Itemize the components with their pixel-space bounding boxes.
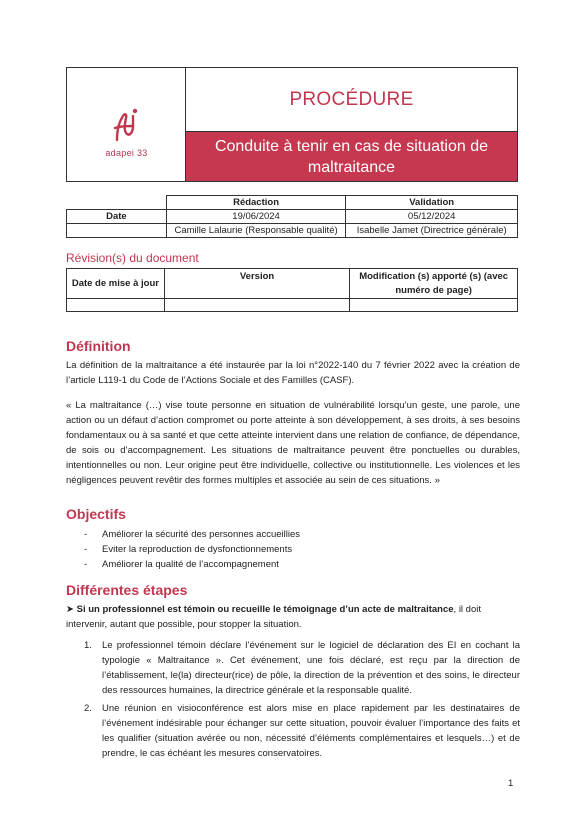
col-update-date: Date de mise à jour bbox=[67, 269, 165, 299]
adapei-logo-icon bbox=[111, 108, 141, 144]
col-version: Version bbox=[164, 269, 350, 299]
page-number: 1 bbox=[508, 778, 514, 789]
validation-table bbox=[66, 195, 518, 238]
etapes-lead-rest: , il doit intervenir, autant que possible, pour stopper la situation. bbox=[66, 604, 482, 630]
objectifs-heading: Objectifs bbox=[66, 506, 126, 522]
empty-cell bbox=[67, 224, 167, 238]
etapes-lead bbox=[66, 602, 520, 632]
procedure-label: PROCÉDURE bbox=[289, 88, 414, 110]
etapes-heading: Différentes étapes bbox=[66, 582, 188, 598]
col-redaction: Rédaction bbox=[166, 196, 346, 210]
list-item: - Améliorer la sécurité des personnes accueillies bbox=[84, 527, 300, 542]
list-item: - Améliorer la qualité de l’accompagnement bbox=[84, 557, 300, 572]
definition-intro: La définition de la maltraitance a été instaurée par la loi n°2022-140 du 7 février 2022 avec la création de l’article L119-1 du Code de l’Actions Sociale et des Familles (CASF). bbox=[66, 360, 520, 386]
step-text: Le professionnel témoin déclare l’événement sur le logiciel de déclaration des EI en cochant la typologie « Maltraitance ». Cet événement, une fois déclaré, est reçu par la direction de l’établissement, le(la) directeur(rice) de pôle, la direction de la prévention et des soins, le directeur des ressources humaines, la directrice générale et la responsable qualité. bbox=[102, 640, 520, 696]
procedure-subtitle-cell bbox=[186, 132, 517, 181]
procedure-cell bbox=[186, 68, 517, 132]
header-box bbox=[66, 67, 518, 182]
etapes-steps bbox=[84, 638, 520, 761]
empty-cell bbox=[67, 196, 167, 210]
redaction-author: Camille Lalaurie (Responsable qualité) bbox=[166, 224, 346, 238]
list-item bbox=[84, 638, 520, 698]
table-row bbox=[67, 196, 518, 210]
logo-text: adapei 33 bbox=[105, 148, 148, 158]
validation-author: Isabelle Jamet (Directrice générale) bbox=[346, 224, 518, 238]
table-row bbox=[67, 269, 518, 299]
row-label-date: Date bbox=[67, 210, 167, 224]
empty-cell bbox=[164, 299, 350, 312]
table-row bbox=[67, 224, 518, 238]
table-row bbox=[67, 210, 518, 224]
etapes-lead-bold: Si un professionnel est témoin ou recueille le témoignage d’un acte de maltraitance bbox=[76, 604, 454, 615]
col-validation: Validation bbox=[346, 196, 518, 210]
logo-cell bbox=[67, 68, 186, 181]
step-number: 2. bbox=[84, 703, 92, 714]
step-number: 1. bbox=[84, 640, 92, 651]
arrow-icon: ➤ bbox=[66, 604, 74, 615]
validation-date: 05/12/2024 bbox=[346, 210, 518, 224]
revision-title: Révision(s) du document bbox=[66, 251, 199, 265]
objectifs-list bbox=[84, 527, 300, 572]
table-row bbox=[67, 299, 518, 312]
definition-quote: « La maltraitance (…) vise toute personne en situation de vulnérabilité lorsqu’un geste, une parole, une action ou un défaut d’action compromet ou porte atteinte à son développement, à ses droits, à ses besoins fondamentaux ou à sa santé et que cette atteinte intervient dans une relation de confiance, de dépendance, de sois ou d’accompagnement. Les situations de maltraitance peuvent être ponctuelles ou durables, intentionnelles ou non. Leur origine peut être individuelle, collective ou institutionnelle. Les violences et les négligences peuvent revêtir des formes multiples et associée au sein de ces situations. » bbox=[66, 400, 520, 486]
procedure-subtitle: Conduite à tenir en cas de situation de maltraitance bbox=[214, 137, 489, 176]
list-item: - Eviter la reproduction de dysfonctionnements bbox=[84, 542, 300, 557]
redaction-date: 19/06/2024 bbox=[166, 210, 346, 224]
revision-table bbox=[66, 268, 518, 312]
step-text: Une réunion en visioconférence est alors mise en place rapidement par les destinataires de l’événement indésirable pour échanger sur cette situation, pouvoir évaluer l’importance des faits et les qualifier (situation avérée ou non, nécessité d’éléments complémentaires et lesquels…) et de prendre, le cas échéant les mesures conservatoires. bbox=[102, 703, 520, 759]
definition-heading: Définition bbox=[66, 338, 131, 354]
empty-cell bbox=[67, 299, 165, 312]
empty-cell bbox=[350, 299, 518, 312]
list-item bbox=[84, 701, 520, 761]
col-modification: Modification (s) apporté (s) (avec numéro de page) bbox=[350, 269, 518, 299]
